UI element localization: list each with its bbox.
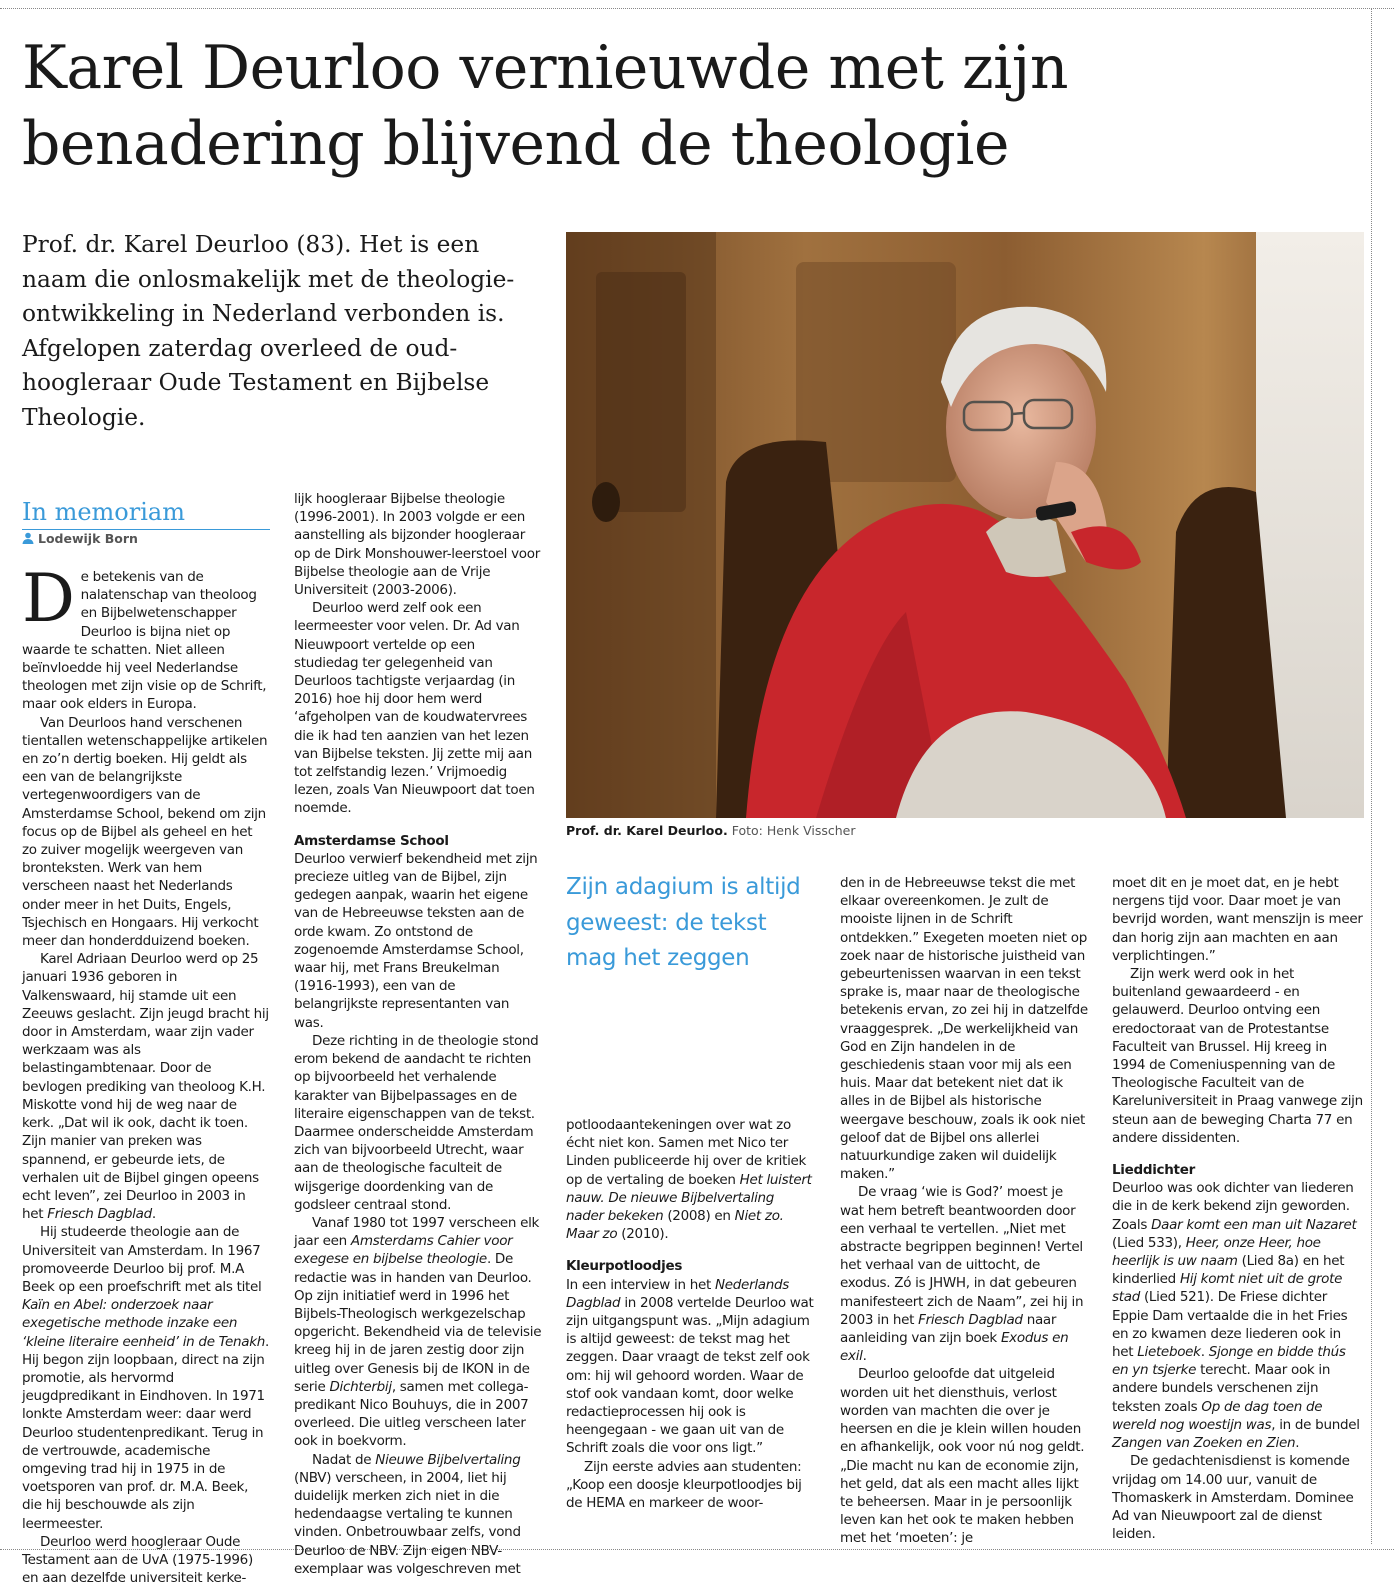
song-title: Hij komt niet uit de grote stad (1112, 1271, 1343, 1306)
text-column-4 (840, 874, 1088, 1548)
paragraph (294, 1214, 542, 1451)
paragraph-text: In een interview in het (566, 1276, 711, 1293)
paragraph: Deurloo verwierf bekendheid met zijn precieze uitleg van de Bijbel, zijn gedegen aanpak, waarin het eigene van de Hebreeuwse teksten aan de orde kwam. Zo ontstond de zogenoemde Amsterdamse School, waar hij, met Frans Breukelman (1916-1993), een van de belangrijkste representanten van was. (294, 850, 538, 1031)
paragraph-text: Vanaf 1980 tot 1997 verscheen elk jaar een (294, 1214, 540, 1250)
section-kicker: In memoriam (22, 498, 185, 526)
paragraph-text: (NBV) verscheen, in 2004, liet hij duidelijk merken zich niet in die hedendaagse vertaling te kunnen vinden. Onbetrouwbaar zelfs, vond Deurloo de NBV. Zijn eigen NBV-exemplaar was volgeschreven met (294, 1469, 521, 1577)
author-icon (22, 532, 34, 544)
photo-caption (566, 822, 1364, 840)
paragraph (294, 1451, 542, 1578)
caption-credit: Foto: Henk Visscher (731, 823, 856, 838)
lead-paragraph: Prof. dr. Karel Deurloo (83). Het is een naam die onlosmakelijk met de theologie-ontwikkeling in Nederland verbonden is. Afgelopen zaterdag overleed de oud-hoogleraar Oude Testament en Bijbelse Theologie. (22, 231, 515, 431)
paragraph-text: De vraag ‘wie is God?’ moest je wat hem betreft beantwoorden door een verhaal te vertellen. „Niet met abstracte begrippen beginnen! Vertel het verhaal van de uittocht, de exodus. Zó is JHWH, in dat gebeuren manifesteert zich de Naam”, zei hij in 2003 in het (840, 1184, 1084, 1328)
series-title: Dichterbij (329, 1378, 392, 1395)
text-column-1 (22, 560, 270, 1587)
paragraph-text: Deurloo was ook dichter van liederen die in de kerk bekend zijn geworden. Zoals (1112, 1180, 1354, 1233)
paragraph-text: (Lied 8a) en het kinderlied (1112, 1253, 1345, 1288)
source-title: Friesch Dagblad (918, 1311, 1023, 1328)
paragraph (840, 1183, 1088, 1365)
paragraph-text: Nadat de (312, 1451, 372, 1468)
paragraph: Zijn eerste advies aan studenten: „Koop een doosje kleurpotloodjes bij de HEMA en markeer de woor- (566, 1458, 802, 1512)
paragraph-text: (2010). (621, 1226, 669, 1243)
dissertation-title: Kaïn en Abel: onderzoek naar exegetische methode inzake een ‘kleine literaire eenheid’ in de Tenakh (22, 1297, 265, 1350)
paragraph (566, 1276, 814, 1458)
paragraph: De gedachtenisdienst is komende vrijdag om 14.00 uur, vanuit de Thomaskerk in Amsterdam. Dominee Ad van Nieuwpoort zal de dienst leiden. (1112, 1453, 1354, 1543)
paragraph-text: e betekenis van de nalatenschap van theoloog en Bijbelwetenschapper Deurloo is bijna niet op waarde te schatten. Niet alleen beïnvloedde hij veel Nederlandse theologen met zijn visie op de Schrift, maar ook elders in Europa. (22, 569, 267, 713)
paragraph-text: (Lied 521). De Friese dichter Eppie Dam vertaalde die in het Fries en zo kwamen deze liederen ook in het (1112, 1289, 1348, 1361)
paragraph-text: . (1295, 1435, 1300, 1452)
song-title: Heer, onze Heer, hoe heerlijk is uw naam (1112, 1234, 1321, 1270)
byline-author: Lodewijk Born (38, 531, 138, 546)
paragraph: Deze richting in de theologie stond erom bekend de aandacht te richten op bijvoorbeeld het verhalende karakter van Bijbelpassages en de literaire eigenschappen van de tekst. Daarmee onderscheidde Amsterdam zich van bijvoorbeeld Utrecht, waar aan de theologische faculteit de wijsgerige doordenking van de godsleer centraal stond. (294, 1032, 539, 1213)
paragraph-text: , in de bundel (1271, 1416, 1360, 1433)
paragraph: Van Deurloos hand verschenen tientallen wetenschappelijke artikelen en zo’n dertig boeken. Hij geldt als een van de belangrijkste vertegenwoordigers van de Amsterdamse School, bekend om zijn focus op de Bijbel als geheel en het zo zuiver mogelijk weergeven van bronteksten. Werk van hem verscheen naast het Nederlands onder meer in het Duits, Engels, Tsjechisch en Hongaars. Hij verkocht meer dan honderdduizend boeken. (22, 714, 268, 950)
translation-title: Nieuwe Bijbelvertaling (375, 1451, 521, 1468)
paragraph (22, 560, 270, 714)
paragraph-text: . Hij begon zijn loopbaan, direct na zijn promotie, als hervormd jeugdpredikant in Eindhoven. In 1971 lonkte Amsterdam weer: daar werd Deurloo studentenpredikant. Terug in de vertrouwde, academische omgeving trad hij in 1975 in de voetsporen van prof. dr. M.A. Beek, die hij beschouwde als zijn leermeester. (22, 1333, 269, 1532)
top-dotted-rule (0, 8, 1394, 9)
text-column-3 (566, 1116, 814, 1512)
paragraph-text: Hij studeerde theologie aan de Universiteit van Amsterdam. In 1967 promoveerde Deurloo bij prof. M.A Beek op een proefschrift met als titel (22, 1224, 262, 1295)
text-column-2 (294, 490, 542, 1578)
paragraph-text: naar aanleiding van zijn boek (840, 1311, 1057, 1347)
paragraph-text: . De redactie was in handen van Deurloo. Op zijn initiatief werd in 1996 het Bijbels-Theologisch werkgezelschap opgericht. Bekendheid via de televisie kreeg hij in de jaren zestig door zijn uitleg over Genesis bij de IKON in de serie (294, 1251, 542, 1395)
subheading: Lieddichter (1112, 1162, 1195, 1179)
publication-title: Amsterdams Cahier voor exegese en bijbelse theologie (294, 1233, 513, 1268)
text-column-5 (1112, 874, 1364, 1543)
paragraph-text: , samen met collega-predikant Nico Bouhuys, die in 2007 overleed. Die uitleg verscheen later ook in boekvorm. (294, 1378, 529, 1450)
paragraph: Zijn werk werd ook in het buitenland gewaardeerd - en gelauwerd. Deurloo ontving een eredoctoraat van de Protestantse Faculteit van Brussel. Hij kreeg in 1994 de Comeniuspenning van de Theologische Faculteit van de Kareluniversiteit in Praag vanwege zijn steun aan de beweging Charta 77 en andere dissidenten. (1112, 966, 1363, 1146)
book-title: Lieteboek (1137, 1344, 1201, 1361)
paragraph: lijk hoogleraar Bijbelse theologie (1996-2001). In 2003 volgde er een aanstelling als bijzonder hoogleraar op de Dirk Monshouwer-leerstoel voor Bijbelse theologie aan de Vrije Universiteit (2003-2006). (294, 491, 540, 599)
paragraph-text: . (151, 1206, 156, 1223)
song-title: Op de dag toen de wereld nog woestijn was (1112, 1398, 1323, 1433)
book-title: Het luistert nauw. De nieuwe Bijbelvertaling nader bekeken (566, 1171, 812, 1225)
side-dotted-rule (1371, 8, 1372, 1544)
portrait-photo (566, 232, 1364, 818)
book-title: Niet zo. Maar zo (566, 1208, 784, 1243)
paragraph-text: . (862, 1348, 867, 1365)
paragraph: Deurloo werd zelf ook een leermeester voor velen. Dr. Ad van Nieuwpoort vertelde op een studiedag ter gelegenheid van Deurloos tachtigste verjaardag (in 2016) hoe hij door hem werd ‘afgeholpen van de koudwatervrees die ik had ten aanzien van het lezen van Bijbelse teksten. Jij zette mij aan tot zelfstandig lezen.’ Vrijmoedig lezen, zoals Van Nieuwpoort dat toen noemde. (294, 600, 535, 817)
headline: Karel Deurloo vernieuwde met zijn benadering blijvend de theologie (22, 33, 1069, 179)
song-title: Daar komt een man uit Nazaret (1151, 1216, 1357, 1233)
song-title: Sjonge en bidde thús en yn tsjerke (1112, 1344, 1346, 1379)
byline (22, 530, 138, 548)
source-title: Nederlands Dagblad (566, 1276, 789, 1311)
paragraph-text: Karel Adriaan Deurloo werd op 25 januari 1936 geboren in Valkenswaard, hij stamde uit een Zeeuws geslacht. Zijn jeugd bracht hij door in Amsterdam, waar zijn vader werkzaam was als belastingambtenaar. Door de bevlogen prediking van theoloog K.H. Miskotte vond hij de weg naar de kerk. „Dat wil ik ook, dacht ik toen. Zijn manier van preken was spannend, er gebeurde iets, de verhalen uit de Bijbel gingen opeens echt leven”, zei Deurloo in 2003 in het (22, 951, 269, 1223)
paragraph (22, 950, 270, 1223)
subheading: Amsterdamse School (294, 832, 449, 849)
paragraph-text: in 2008 vertelde Deurloo wat zijn uitgangspunt was. „Mijn adagium is altijd geweest: de tekst mag het zeggen. Daar vraagt de tekst zelf ook om: hij wil gehoord worden. Waar de stof ook vandaan komt, door welke redactieprocessen hij ook is heengegaan - we gaan uit van de Schrift zoals die voor ons ligt.” (566, 1294, 814, 1457)
paragraph-text: (Lied 533), (1112, 1234, 1182, 1251)
collection-title: Zangen van Zoeken en Zien (1112, 1435, 1296, 1452)
paragraph-text: (2008) en (667, 1208, 731, 1225)
paragraph (22, 1223, 270, 1532)
portrait-illustration (566, 232, 1364, 818)
pull-quote: Zijn adagium is altijd geweest: de tekst mag het zeggen (566, 874, 801, 971)
paragraph-text: terecht. Maar ook in andere bundels verschenen zijn teksten zoals (1112, 1362, 1331, 1415)
source-title: Friesch Dagblad (47, 1206, 152, 1223)
paragraph-text: potloodaantekeningen over wat zo écht niet kon. Samen met Nico ter Linden publiceerde hij over de kritiek op de vertaling de boeken (566, 1117, 807, 1188)
caption-name: Prof. dr. Karel Deurloo. (566, 823, 728, 838)
book-title: Exodus en exil (840, 1330, 1069, 1365)
paragraph (1112, 1179, 1364, 1452)
paragraph: Deurloo werd hoogleraar Oude Testament aan de UvA (1975-1996) en aan dezelfde universiteit kerke- (22, 1533, 253, 1587)
paragraph: den in de Hebreeuwse tekst die met elkaar overeenkomen. Je zult de mooiste lijnen in de Schrift ontdekken.” Exegeten moeten niet op zoek naar de historische juistheid van gebeurtenissen waarvan in een tekst sprake is, maar naar de theologische betekenis ervan, zo zei hij in datzelfde vraaggesprek. „De werkelijkheid van God en Zijn handelen in de geschiedenis staan voor mij als een huis. Maar dat betekent niet dat ik alles in de Bijbel als historische weergave beschouw, zoals ik ook niet geloof dat de Bijbel ons allerlei natuurkundige zaken wil duidelijk maken.” (840, 875, 1088, 1183)
drop-cap: D (22, 560, 75, 637)
subheading: Kleurpotloodjes (566, 1258, 683, 1275)
paragraph: Deurloo geloofde dat uitgeleid worden uit het diensthuis, verlost worden van machten die over je heersen en die je klein willen houden en afhankelijk, ook voor nú nog geldt. „Die macht nu kan de economie zijn, het geld, dat als een macht alles lijkt te beheersen. Maar in je persoonlijk leven kan het ook te maken hebben met het ‘moeten’: je (840, 1366, 1085, 1547)
paragraph (566, 1116, 814, 1243)
paragraph: moet dit en je moet dat, en je hebt nergens tijd voor. Daar moet je van bevrijd worden, want menszijn is meer dan horig zijn aan machten en aan verplichtingen.” (1112, 875, 1363, 964)
paragraph-text: . (1200, 1344, 1205, 1361)
